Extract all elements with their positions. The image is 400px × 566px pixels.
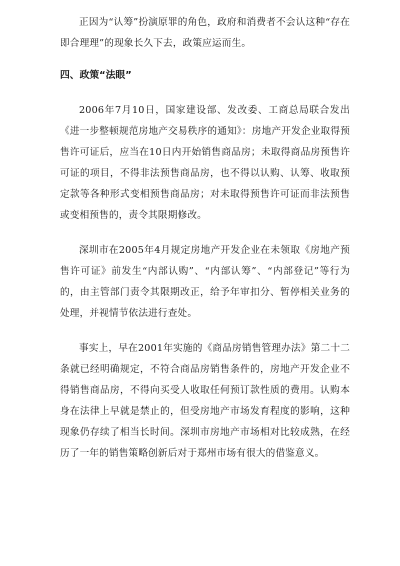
paragraph-2006-notice: 2006年7月10日，国家建设部、发改委、工商总局联合发出《进一步整顿规范房地产交易秩序的通知》：房地产开发企业取得预售许可证后，应当在10日内开始销售商品房；未取得商品房预售许可证的项目，不得非法预售商品房，也不得以认购、认筹、收取预定款等各种形式变相预售商品房；对未取得预售许可证而非法预售或变相预售的，责令其限期修改。 bbox=[60, 105, 350, 221]
paragraph-2001-regulation: 事实上，早在2001年实施的《商品房销售管理办法》第二十二条就已经明确规定，不符合商品房销售条件的，房地产开发企业不得销售商品房，不得向买受人收取任何预订款性质的费用。认购本身在法律上早就是禁止的，但受房地产市场发育程度的影响，这种现象仍存续了相当长时间。深圳市房地产市场相对比较成熟，在经历了一年的销售策略创新后对于郑州市场有很大的借鉴意义。 bbox=[60, 343, 350, 459]
paragraph-shenzhen: 深圳市在2005年4月规定房地产开发企业在未领取《房地产预售许可证》前发生“内部认购”、“内部认筹”、“内部登记”等行为的，由主管部门责令其限期改正，给予年审扣分、暂停相关业务的处理，并视情节依法进行查处。 bbox=[60, 245, 350, 319]
document-page bbox=[60, 12, 350, 464]
section-heading: 四、政策“法眼” bbox=[60, 70, 132, 81]
paragraph-intro: 正因为“认筹”扮演原罪的角色，政府和消费者不会认这种“存在即合理理”的现象长久下去，政策应运而生。 bbox=[60, 17, 350, 49]
